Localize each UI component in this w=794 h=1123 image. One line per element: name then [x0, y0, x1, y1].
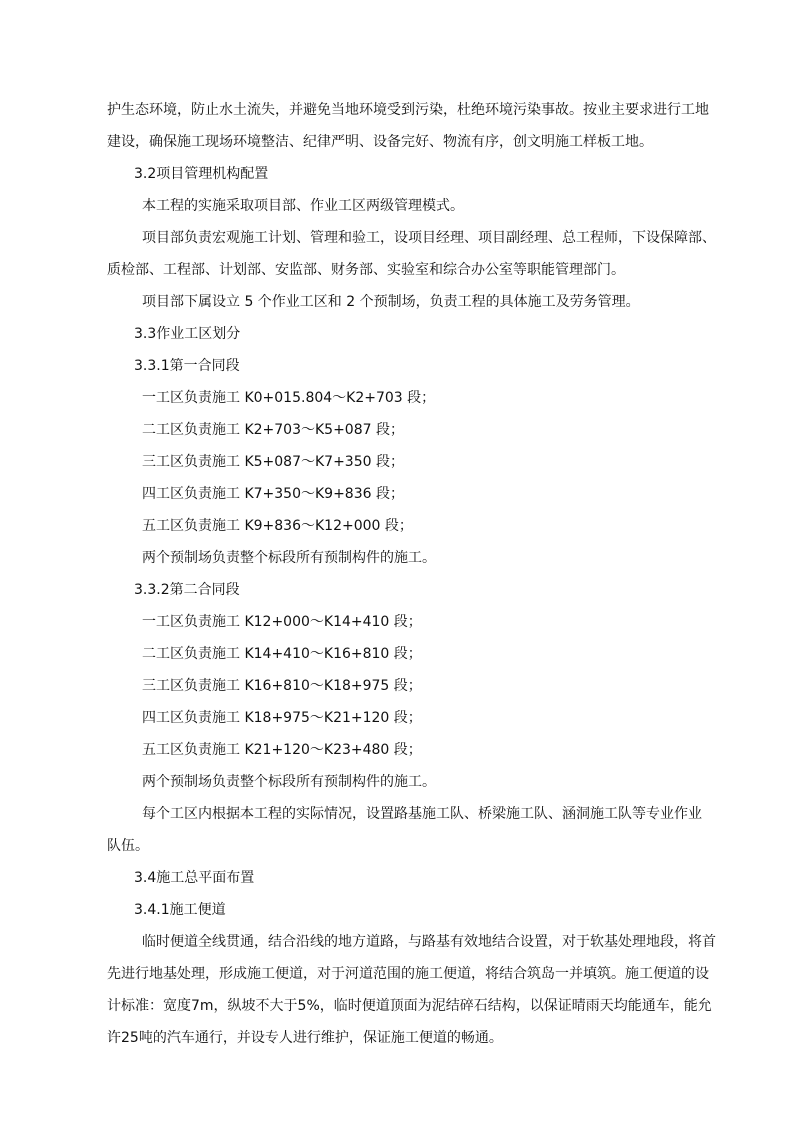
paragraph-line: 两个预制场负责整个标段所有预制构件的施工。: [142, 774, 436, 790]
paragraph-line: 先进行地基处理，形成施工便道，对于河道范围的施工便道，将结合筑岛一并填筑。施工便道的设: [107, 966, 709, 982]
list-item: 五工区负责施工 K9+836～K12+000 段；: [142, 518, 413, 534]
paragraph-line: 项目部负责宏观施工计划、管理和验工，设项目经理、项目副经理、总工程师，下设保障部、: [142, 230, 716, 246]
list-item: 三工区负责施工 K5+087～K7+350 段；: [142, 454, 404, 470]
list-item: 四工区负责施工 K7+350～K9+836 段；: [142, 486, 404, 502]
paragraph-line: 本工程的实施采取项目部、作业工区两级管理模式。: [142, 198, 464, 214]
paragraph-line: 护生态环境，防止水土流失，并避免当地环境受到污染，杜绝环境污染事故。按业主要求进行工地: [107, 102, 709, 118]
paragraph-line: 临时便道全线贯通，结合沿线的地方道路，与路基有效地结合设置，对于软基处理地段，将首: [142, 934, 716, 950]
paragraph-line: 每个工区内根据本工程的实际情况，设置路基施工队、桥梁施工队、涵洞施工队等专业作业: [142, 806, 702, 822]
subsection-heading: 3.3.2第二合同段: [134, 582, 240, 598]
paragraph-line: 许25吨的汽车通行，并设专人进行维护，保证施工便道的畅通。: [107, 1030, 503, 1046]
paragraph-line: 项目部下属设立 5 个作业工区和 2 个预制场，负责工程的具体施工及劳务管理。: [142, 294, 640, 310]
paragraph-line: 两个预制场负责整个标段所有预制构件的施工。: [142, 550, 436, 566]
list-item: 二工区负责施工 K14+410～K16+810 段；: [142, 646, 422, 662]
subsection-heading: 3.3.1第一合同段: [134, 358, 240, 374]
subsection-heading: 3.4.1施工便道: [134, 902, 226, 918]
section-heading: 3.2项目管理机构配置: [134, 166, 269, 182]
list-item: 五工区负责施工 K21+120～K23+480 段；: [142, 742, 422, 758]
paragraph-line: 质检部、工程部、计划部、安监部、财务部、实验室和综合办公室等职能管理部门。: [107, 262, 625, 278]
section-heading: 3.3作业工区划分: [134, 326, 241, 342]
list-item: 一工区负责施工 K0+015.804～K2+703 段；: [142, 390, 436, 406]
list-item: 二工区负责施工 K2+703～K5+087 段；: [142, 422, 404, 438]
section-heading: 3.4施工总平面布置: [134, 870, 255, 886]
list-item: 三工区负责施工 K16+810～K18+975 段；: [142, 678, 422, 694]
paragraph-line: 计标准：宽度7m，纵坡不大于5%，临时便道顶面为泥结碎石结构，以保证晴雨天均能通车，能允: [107, 998, 712, 1014]
list-item: 四工区负责施工 K18+975～K21+120 段；: [142, 710, 422, 726]
list-item: 一工区负责施工 K12+000～K14+410 段；: [142, 614, 422, 630]
paragraph-line: 建设，确保施工现场环境整洁、纪律严明、设备完好、物流有序，创文明施工样板工地。: [107, 134, 653, 150]
paragraph-line: 队伍。: [107, 838, 149, 854]
